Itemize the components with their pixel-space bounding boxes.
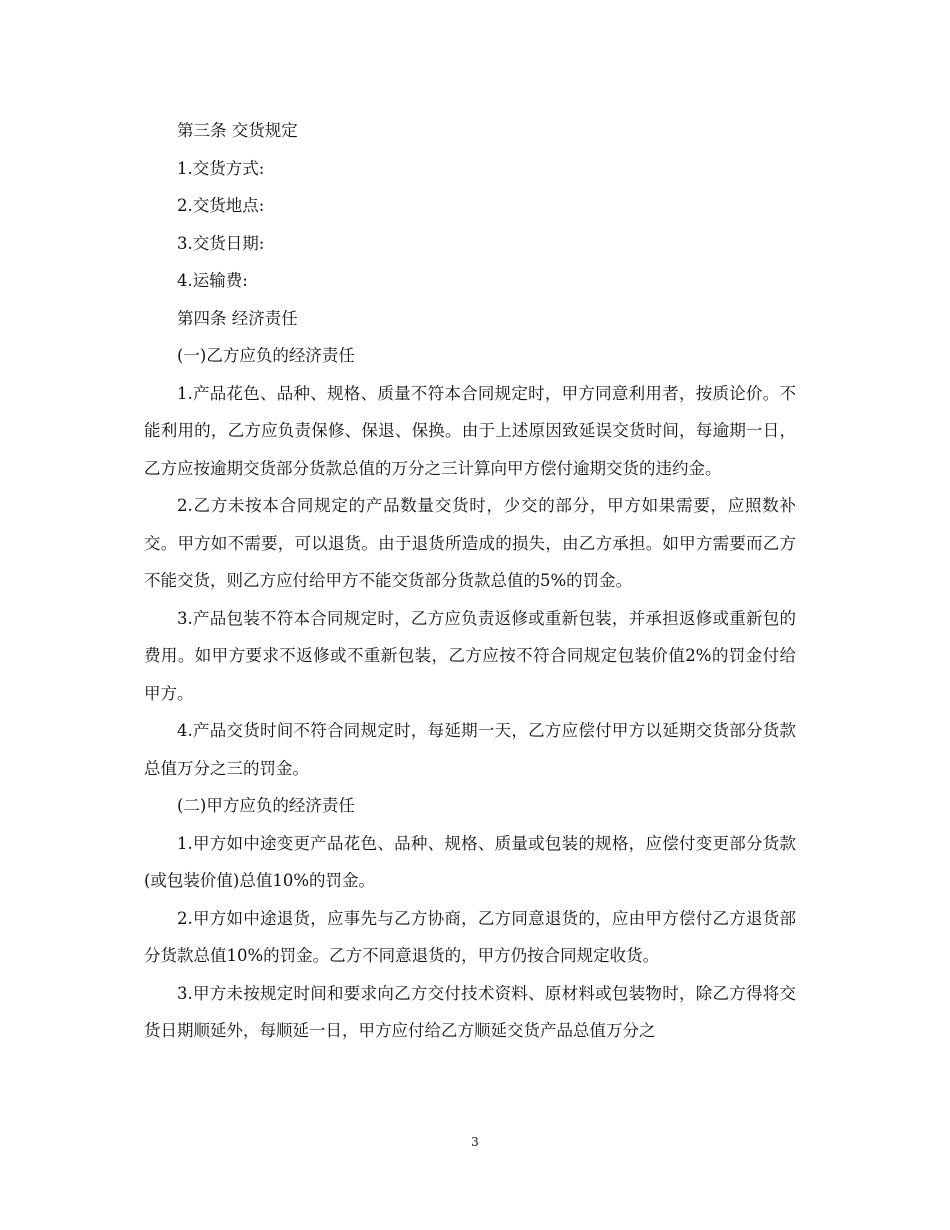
delivery-place-line: 2.交货地点: [177,196,265,215]
party-a-clause-1: 1.甲方如中途变更产品花色、品种、规格、质量或包装的规格，应偿付变更部分货款(或包装价值)总值10%的罚金。 [144,833,796,890]
party-b-clause-2: 2.乙方未按本合同规定的产品数量交货时，少交的部分，甲方如果需要，应照数补交。甲方如不需要，可以退货。由于退货所造成的损失，由乙方承担。如甲方需要而乙方不能交货，则乙方应付给甲方不能交货部分货款总值的5%的罚金。 [144,496,796,590]
party-a-clause-3: 3.甲方未按规定时间和要求向乙方交付技术资料、原材料或包装物时，除乙方得将交货日期顺延外，每顺延一日，甲方应付给乙方顺延交货产品总值万分之 [144,983,796,1040]
delivery-date-line: 3.交货日期: [177,233,265,253]
party-b-clause-4: 4.产品交货时间不符合同规定时，每延期一天，乙方应偿付甲方以延期交货部分货款总值万分之三的罚金。 [144,721,796,778]
page-number: 3 [471,1135,479,1149]
party-b-liability-heading: (一)乙方应负的经济责任 [177,346,355,365]
freight-line: 4.运输费: [177,271,248,290]
article-3-heading: 第三条 交货规定 [177,121,298,140]
party-a-clause-2: 2.甲方如中途退货，应事先与乙方协商，乙方同意退货的，应由甲方偿付乙方退货部分货款总值10%的罚金。乙方不同意退货的，甲方仍按合同规定收货。 [144,908,796,965]
document-body [144,112,796,1050]
party-b-clause-3: 3.产品包装不符本合同规定时，乙方应负责返修或重新包装，并承担返修或重新包的费用。如甲方要求不返修或不重新包装，乙方应按不符合同规定包装价值2%的罚金付给甲方。 [144,608,796,703]
party-a-liability-heading: (二)甲方应负的经济责任 [177,796,355,815]
article-4-heading: 第四条 经济责任 [177,308,298,328]
party-b-clause-1: 1.产品花色、品种、规格、质量不符本合同规定时，甲方同意利用者，按质论价。不能利用的，乙方应负责保修、保退、保换。由于上述原因致延误交货时间，每逾期一日，乙方应按逾期交货部分货款总值的万分之三计算向甲方偿付逾期交货的违约金。 [144,383,796,478]
delivery-method-line: 1.交货方式: [177,158,265,178]
